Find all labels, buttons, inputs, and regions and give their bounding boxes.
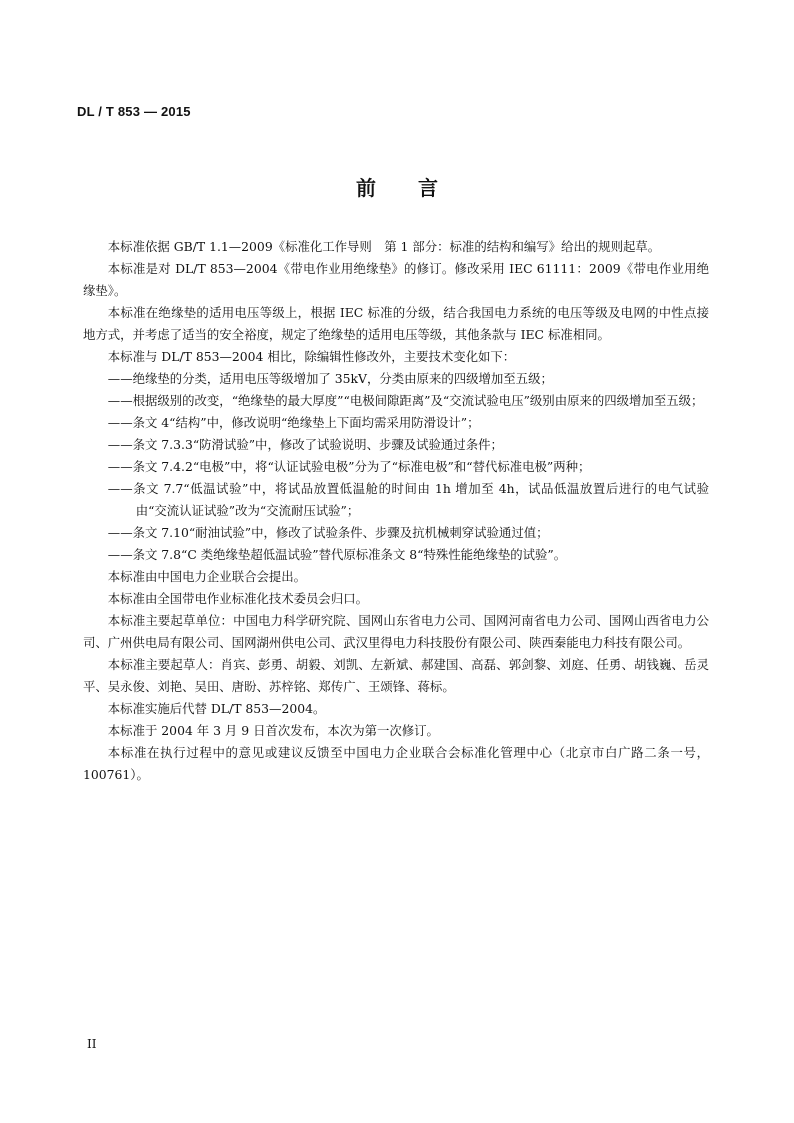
list-item: ——条文 7.7“低温试验”中，将试品放置低温舱的时间由 1h 增加至 4h，试品低温放置后进行的电气试验由“交流认证试验”改为“交流耐压试验”； [107,481,709,518]
list-item: ——绝缘垫的分类，适用电压等级增加了 35kV，分类由原来的四级增加至五级； [107,371,553,386]
paragraph-drafting-units: 本标准主要起草单位：中国电力科学研究院、国网山东省电力公司、国网河南省电力公司、国网山西省电力公司、广州供电局有限公司、国网湖州供电公司、武汉里得电力科技股份有限公司、陕西秦能电力科技有限公司。 [83,613,709,650]
list-item: ——条文 7.4.2“电极”中，将“认证试验电极”分为了“标准电极”和“替代标准电极”两种； [107,459,591,474]
list-item: ——根据级别的改变，“绝缘垫的最大厚度”“电极间隙距离”及“交流试验电压”级别由原来的四级增加至五级； [107,393,704,408]
paragraph-changes-intro: 本标准与 DL/T 853—2004 相比，除编辑性修改外，主要技术变化如下： [107,349,516,364]
paragraph-proposer: 本标准由中国电力企业联合会提出。 [107,569,307,584]
list-item: ——条文 7.10“耐油试验”中，修改了试验条件、步骤及抗机械刺穿试验通过值； [107,525,549,540]
paragraph-feedback: 本标准在执行过程中的意见或建议反馈至中国电力企业联合会标准化管理中心（北京市白广路二条一号，100761）。 [83,745,709,782]
page-number: II [87,1037,97,1051]
document-code: DL / T 853 — 2015 [77,104,191,119]
paragraph-drafting-rules: 本标准依据 GB/T 1.1—2009《标准化工作导则 第 1 部分：标准的结构和编写》给出的规则起草。 [107,239,661,254]
list-item: ——条文 7.8“C 类绝缘垫超低温试验”替代原标准条文 8“特殊性能绝缘垫的试验”。 [107,547,567,562]
technical-changes-list [83,368,709,566]
foreword-body [83,236,709,786]
page-title: 前言 [356,176,480,200]
paragraph-first-release: 本标准于 2004 年 3 月 9 日首次发布，本次为第一次修订。 [107,723,439,738]
paragraph-replaces: 本标准实施后代替 DL/T 853—2004。 [107,701,326,716]
paragraph-committee: 本标准由全国带电作业标准化技术委员会归口。 [107,591,368,606]
paragraph-revision-note: 本标准是对 DL/T 853—2004《带电作业用绝缘垫》的修订。修改采用 IEC 61111：2009《带电作业用绝缘垫》。 [83,261,709,298]
list-item: ——条文 4“结构”中，修改说明“绝缘垫上下面均需采用防滑设计”； [107,415,480,430]
list-item: ——条文 7.3.3“防滑试验”中，修改了试验说明、步骤及试验通过条件； [107,437,503,452]
paragraph-voltage-levels: 本标准在绝缘垫的适用电压等级上，根据 IEC 标准的分级，结合我国电力系统的电压等级及电网的中性点接地方式，并考虑了适当的安全裕度，规定了绝缘垫的适用电压等级，其他条款与 IEC 标准相同。 [83,305,709,342]
paragraph-drafters: 本标准主要起草人：肖宾、彭勇、胡毅、刘凯、左新斌、郝建国、高磊、郭剑黎、刘庭、任勇、胡钱巍、岳灵平、吴永俊、刘艳、吴田、唐盼、苏梓铭、郑传广、王颂锋、蒋标。 [83,657,709,694]
